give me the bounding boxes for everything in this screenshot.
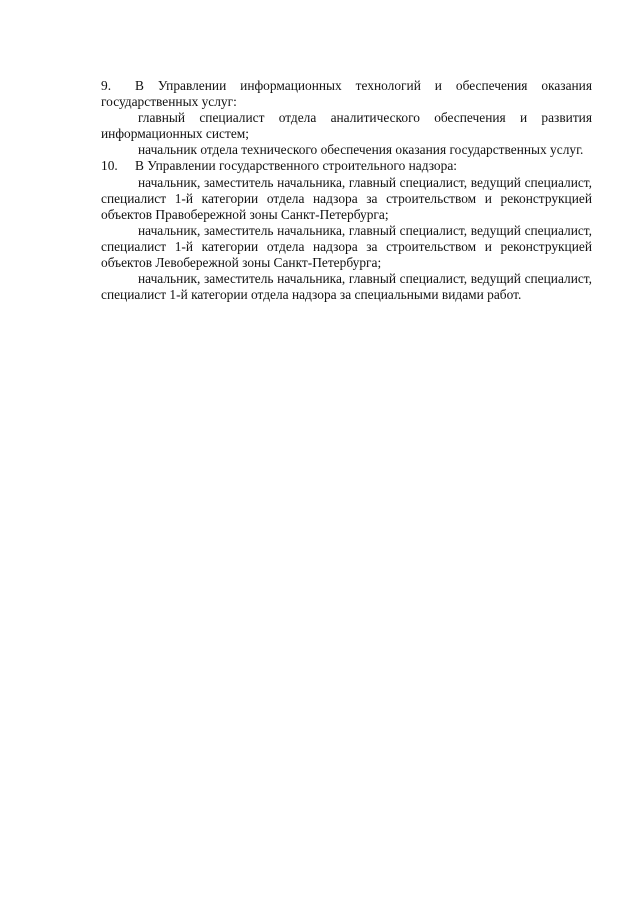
item-heading: В Управлении государственного строительного надзора:	[135, 158, 457, 174]
list-item-paragraph: главный специалист отдела аналитического обеспечения и развития информационных систем;	[101, 110, 592, 142]
item-heading: В Управлении информационных технологий и обеспечения оказания государственных услуг:	[101, 78, 592, 110]
list-item-paragraph: начальник отдела технического обеспечения оказания государственных услуг.	[138, 142, 584, 158]
list-item-paragraph: начальник, заместитель начальника, главный специалист, ведущий специалист, специалист 1-й категории отдела надзора за строительством и реконструкцией объектов Правобережной зоны Санкт-Петербурга;	[101, 174, 592, 222]
list-item-paragraph: начальник, заместитель начальника, главный специалист, ведущий специалист, специалист 1-й категории отдела надзора за строительством и реконструкцией объектов Левобережной зоны Санкт-Петербурга;	[101, 222, 592, 271]
item-number: 9.	[101, 78, 112, 93]
item-number: 10.	[101, 158, 118, 174]
list-item-9-heading	[101, 78, 592, 110]
list-item-10-heading	[101, 158, 592, 174]
document-body	[101, 78, 592, 303]
list-item-paragraph: начальник, заместитель начальника, главный специалист, ведущий специалист, специалист 1-й категории отдела надзора за специальными видами работ.	[101, 271, 592, 303]
